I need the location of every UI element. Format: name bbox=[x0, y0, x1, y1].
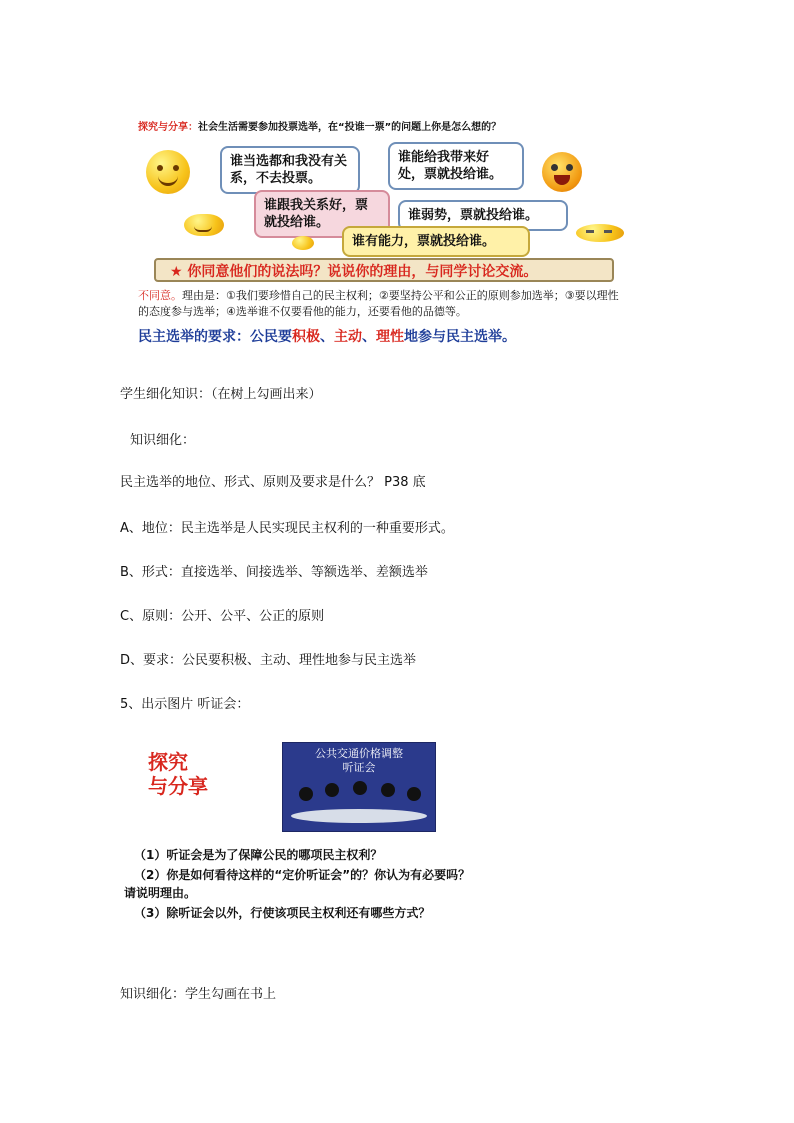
discussion-banner: ★ 你同意他们的说法吗？说说你的理由，与同学讨论交流。 bbox=[154, 258, 614, 282]
show-picture-line: 5、出示图片 听证会： bbox=[120, 697, 250, 712]
person-icon bbox=[325, 783, 339, 797]
speech-bubble-4: 谁弱势，票就投给谁。 bbox=[398, 200, 568, 231]
smiley-face-icon bbox=[146, 150, 190, 194]
conference-table bbox=[291, 809, 427, 823]
question-line: 民主选举的地位、形式、原则及要求是什么？ P38 底 bbox=[120, 475, 426, 490]
small-face-icon bbox=[292, 236, 314, 250]
question-2-continued: 请说明理由。 bbox=[124, 886, 197, 900]
person-icon bbox=[381, 783, 395, 797]
answer-a-line: A、地位：民主选举是人民实现民主权利的一种重要形式。 bbox=[120, 521, 454, 536]
hearing-photo bbox=[282, 742, 436, 832]
speech-bubble-1: 谁当选都和我没有关系，不去投票。 bbox=[220, 146, 360, 194]
sleepy-face-icon bbox=[576, 224, 624, 242]
photo-title: 公共交通价格调整 听证会 bbox=[315, 747, 403, 774]
answer-text: 不同意。理由是：①我们要珍惜自己的民主权利；②要坚持公平和公正的原则参加选举；③要以理性的态度参与选举；④选举谁不仅要看他的能力，还要看他的品德等。 bbox=[138, 289, 619, 318]
answer-b-line: B、形式：直接选举、间接选举、等额选举、差额选举 bbox=[120, 565, 428, 580]
person-icon bbox=[299, 787, 313, 801]
excited-face-icon bbox=[542, 152, 582, 192]
requirement-statement: 民主选举的要求：公民要积极、主动、理性地参与民主选举。 bbox=[138, 329, 516, 345]
speech-bubble-2: 谁能给我带来好处，票就投给谁。 bbox=[388, 142, 524, 190]
speech-bubble-5: 谁有能力，票就投给谁。 bbox=[342, 226, 530, 257]
student-knowledge-line: 学生细化知识：（在树上勾画出来） bbox=[120, 387, 322, 402]
question-3: （3）除听证会以外，行使该项民主权利还有哪些方式？ bbox=[134, 906, 431, 920]
discussion-figure bbox=[132, 110, 632, 350]
hearing-figure bbox=[124, 742, 580, 932]
question-1: （1）听证会是为了保障公民的哪项民主权利？ bbox=[134, 848, 383, 862]
person-icon bbox=[407, 787, 421, 801]
explore-share-tag: 探究 与分享 bbox=[148, 750, 208, 798]
answer-c-line: C、原则：公开、公平、公正的原则 bbox=[120, 609, 325, 624]
knowledge-detail-heading: 知识细化： bbox=[130, 433, 196, 448]
figure-title: 探究与分享：社会生活需要参加投票选举，在“投谁一票”的问题上你是怎么想的？ bbox=[138, 122, 502, 133]
speech-bubble-3: 谁跟我关系好，票就投给谁。 bbox=[254, 190, 390, 238]
smirking-face-icon bbox=[184, 214, 224, 236]
question-2: （2）你是如何看待这样的“定价听证会”的？你认为有必要吗？ bbox=[134, 868, 471, 882]
answer-d-line: D、要求：公民要积极、主动、理性地参与民主选举 bbox=[120, 653, 417, 668]
person-icon bbox=[353, 781, 367, 795]
closing-line: 知识细化：学生勾画在书上 bbox=[120, 987, 277, 1002]
